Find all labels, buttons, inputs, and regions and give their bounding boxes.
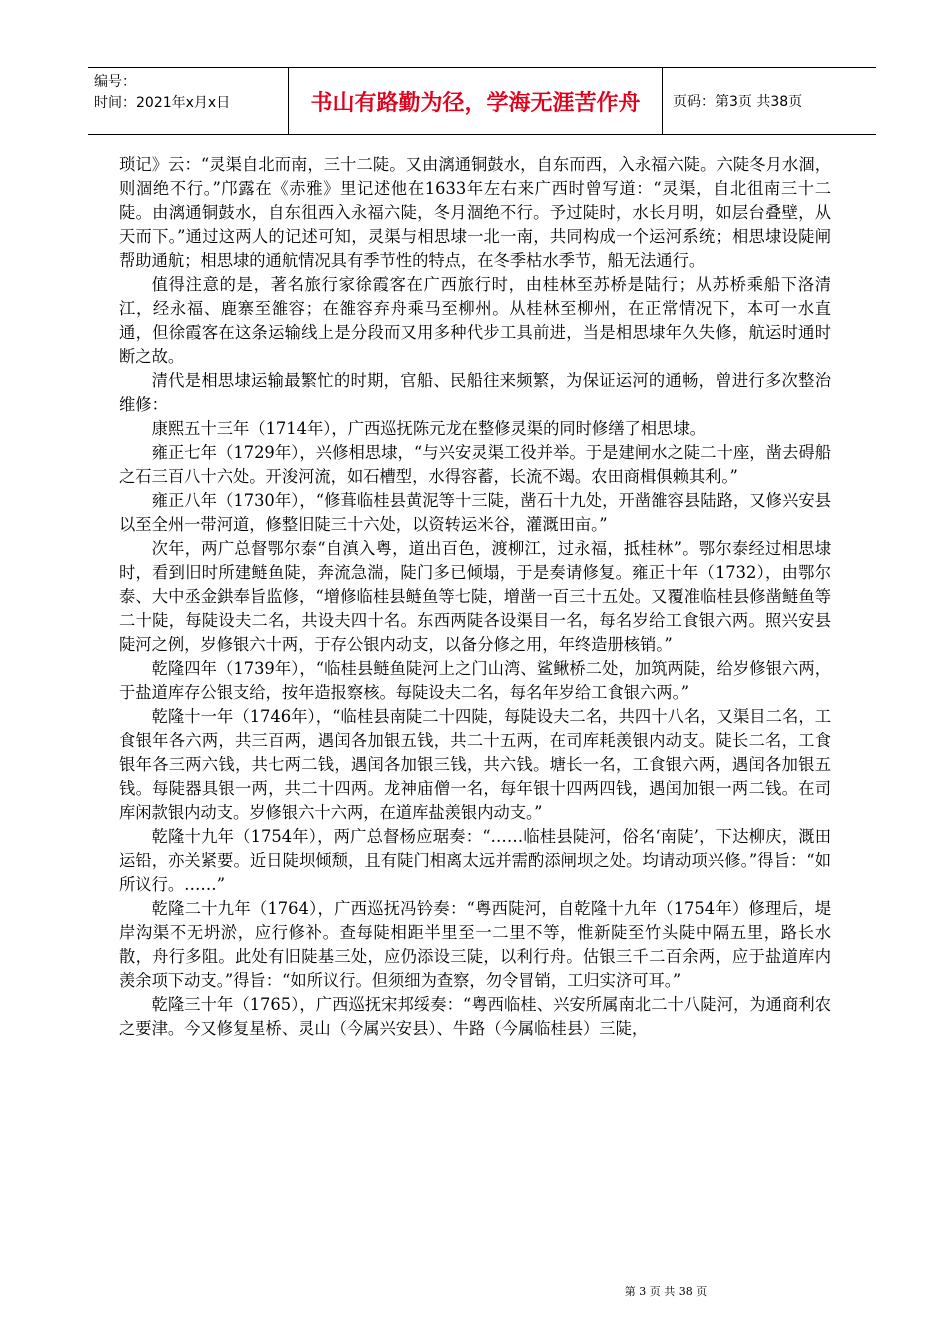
paragraph: 清代是相思埭运输最繁忙的时期，官船、民船往来频繁，为保证运河的通畅，曾进行多次整治维修：: [119, 371, 831, 414]
paragraph: 乾隆四年（1739年），“临桂县鲢鱼陡河上之门山湾、鲨鳅桥二处，加筑两陡，给岁修银六两，于盐道库存公银支给，按年造报察核。每陡设夫二名，每名年岁给工食银六两。”: [119, 659, 831, 702]
document-time-label: 时间：2021年x月x日: [94, 95, 231, 111]
paragraph: 乾隆十九年（1754年），两广总督杨应琚奏：“……临桂县陡河，俗名‘南陡’，下达柳庆，溉田运铅，亦关紧要。近日陡坝倾颓，且有陡门相离太远并需酌添闸坝之处。均请动项兴修。”得旨：“如所议行。……”: [119, 827, 831, 894]
paragraph: 乾隆十一年（1746年），“临桂县南陡二十四陡，每陡设夫二名，共四十八名，又渠目二名，工食银年各六两，共三百两，遇闰各加银五钱，共二十五两，在司库耗羡银内动支。陡长二名，工食银年各三两六钱，共七两二钱，遇闰各加银三钱，共六钱。塘长一名，工食银六两，遇闰各加银五钱。每陡器具银一两，共二十四两。龙神庙僧一名，每年银十四两四钱，遇闰加银一两二钱。在司库闲款银内动支。岁修银六十六两，在道库盐羡银内动支。”: [119, 707, 831, 822]
header-page-label: 页码：第3页 共38页: [673, 94, 803, 110]
paragraph: 次年，两广总督鄂尔泰“自滇入粤，道出百色，渡柳江，过永福，抵桂林”。鄂尔泰经过相思埭时，看到旧时所建鲢鱼陡，奔流急湍，陡门多已倾塌，于是奏请修复。雍正十年（1732），由鄂尔泰、大中丞金鉷奉旨监修，“增修临桂县鲢鱼等七陡，增凿一百三十五处。又覆准临桂县修凿鲢鱼等二十陡，每陡设夫二名，共设夫四十名。东西两陡各设渠目一名，每名岁给工食银六两。照兴安县陡河之例，岁修银六十两，于存公银内动支，以备分修之用，年终造册核销。”: [119, 539, 831, 654]
paragraph: 康熙五十三年（1714年），广西巡抚陈元龙在整修灵渠的同时修缮了相思埭。: [151, 419, 706, 438]
header-motto: 书山有路勤为径，学海无涯苦作舟: [310, 90, 641, 116]
paragraph: 值得注意的是，著名旅行家徐霞客在广西旅行时，由桂林至苏桥是陆行；从苏桥乘船下洛清江，经永福、鹿寨至雒容；在雒容弃舟乘马至柳州。从桂林至柳州，在正常情况下，本可一水直通，但徐霞客在这条运输线上是分段而又用多种代步工具前进，当是相思埭年久失修，航运时通时断之故。: [119, 275, 831, 366]
paragraph: 乾隆三十年（1765），广西巡抚宋邦绥奏：“粤西临桂、兴安所属南北二十八陡河，为通商利农之要津。今又修复星桥、灵山（今属兴安县）、牛路（今属临桂县）三陡，: [119, 995, 831, 1038]
paragraph: 琐记》云：“灵渠自北而南，三十二陡。又由漓通铜鼓水，自东而西，入永福六陡。六陡冬月水涸，则涸绝不行。”邝露在《赤雅》里记述他在1633年左右来广西时曾写道：“灵渠，自北徂南三十二陡。由漓通铜鼓水，自东徂西入永福六陡，冬月涸绝不行。予过陡时，水长月明，如层台叠壁，从天而下。”通过这两人的记述可知，灵渠与相思埭一北一南，共同构成一个运河系统；相思埭设陡闸帮助通航；相思埭的通航情况具有季节性的特点，在冬季枯水季节，船无法通行。: [119, 155, 831, 270]
document-number-label: 编号：: [94, 74, 136, 90]
paragraph: 雍正八年（1730年），“修葺临桂县黄泥等十三陡，凿石十九处，开凿雒容县陆路，又修兴安县以至全州一带河道，修整旧陡三十六处，以资转运米谷，灌溉田亩。”: [119, 491, 831, 534]
document-body: [119, 153, 831, 1041]
page-footer: 第 3 页 共 38 页: [624, 1285, 708, 1298]
header-meta: [94, 72, 286, 114]
paragraph: 乾隆二十九年（1764），广西巡抚冯钤奏：“粤西陡河，自乾隆十九年（1754年）修理后，堤岸沟渠不无坍淤，应行修补。查每陡相距半里至一二里不等，惟新陡至竹头陡中隔五里，路长水散，舟行多阻。此处有旧陡基三处，应仍添设三陡，以利行舟。估银三千二百余两，应于盐道库内羡余项下动支。”得旨：“如所议行。但须细为查察，勿令冒销，工归实济可耳。”: [119, 899, 831, 990]
paragraph: 雍正七年（1729年），兴修相思埭，“与兴安灵渠工役并举。于是建闸水之陡二十座，凿去碍船之石三百八十六处。开浚河流，如石槽型，水得容蓄，长流不竭。农田商楫俱赖其利。”: [119, 443, 831, 486]
page-header: [88, 67, 876, 135]
